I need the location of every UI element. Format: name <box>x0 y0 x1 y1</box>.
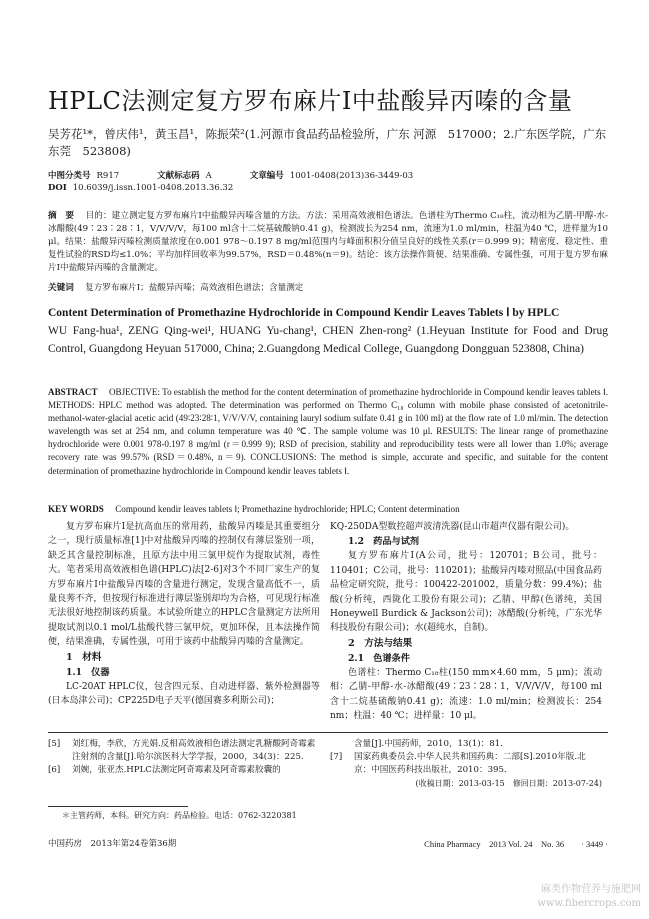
doc-code-label: 文献标志码 <box>157 171 200 181</box>
intro-paragraph: 复方罗布麻片Ⅰ是抗高血压的常用药，盐酸异丙嗪是其重要组分之一，现行质量标准[1]中对盐酸异丙嗪的控制仅有薄层鉴别一项，缺乏其含量控制标准，且原方法中用三氯甲烷作为提取试剂，毒性大。笔者采用高效液相色谱(HPLC)法[2-6]对3个不同厂家生产的复方罗布麻片Ⅰ中盐酸异丙嗪的含量进行测定，发现含量高低不一，质量良莠不齐，但按现行标准进行薄层鉴别却均为合格，可见现行标准无法很好地控制该药质量。本试验所建立的HPLC含量测定方法所用提取试剂以0.1 mol/L盐酸代替三氯甲烷，更加环保，且本法操作简便，结果准确，专属性强，可用于该药中盐酸异丙嗪的含量测定。 <box>48 522 320 648</box>
english-title: Content Determination of Promethazine Hydrochloride in Compound Kendir Leaves Tablets Ⅰ by HPLC <box>48 307 560 319</box>
reference-text: 国家药典委员会.中华人民共和国药典：二部[S].2010年版.北京：中国医药科技出版社，2010：395. <box>354 752 586 775</box>
reference-number: [5] <box>48 739 61 749</box>
reference-number: [7] <box>330 752 343 762</box>
keywords-cn <box>48 282 608 295</box>
body-column-left <box>48 520 320 708</box>
footer-journal-en: China Pharmacy 2013 Vol. 24 No. 36 · 3449 · <box>424 839 608 849</box>
reference-number: [6] <box>48 765 61 775</box>
subsection-heading: 1.1 仪器 <box>66 666 110 678</box>
watermark-line-2: www.fibercrops.com <box>537 898 641 909</box>
body-column-right <box>330 520 602 723</box>
author-footnote: ＊主管药师，本科。研究方向：药品检验。电话：0762-3220381 <box>62 811 297 820</box>
keywords-en <box>48 503 608 516</box>
meta-row-doi <box>48 182 608 194</box>
section-heading: 1 材料 <box>66 651 102 663</box>
reference-text: 含量[J].中国药师，2010，13(1)：81. <box>354 739 503 749</box>
abstract-cn-text: 目的：建立测定复方罗布麻片Ⅰ中盐酸异丙嗪含量的方法。方法：采用高效液相色谱法。色谱柱为Thermo C₁₈柱，流动相为乙腈-甲醇-水-冰醋酸(49∶23∶28∶1，V/V/V/V，每100 ml含十二烷基硫酸钠0.41 g)，检测波长为254 nm，流速为1.0 ml/min，柱温为40 ℃，进样量为10 μl。结果：盐酸异丙嗪检测质量浓度在0.001 978～0.197 8 mg/ml范围内与峰面积积分值呈良好的线性关系(r＝0.999 9)；精密度、稳定性、重复性试验的RSD均≤1.0%；平均加样回收率为99.57%，RSD＝0.48%(n＝9)。结论：该方法操作简便、结果准确、专属性强，可用于复方罗布麻片Ⅰ中盐酸异丙嗪的含量测定。 <box>48 211 608 273</box>
reference-text: 刘婉，张亚杰.HPLC法测定阿奇霉素及阿奇霉素胶囊的 <box>72 765 281 775</box>
reference-item <box>48 764 320 777</box>
reference-number <box>330 738 354 751</box>
clc-label: 中图分类号 <box>48 171 91 181</box>
abstract-en-text: OBJECTIVE: To establish the method for the content determination of promethazine hydrochloride in Compound kendir leaves tablets Ⅰ. METHODS: HPLC method was adopted. The determination was performed on Thermo C₁₈ column with mobile phase consisted of acetonitrile-methanol-water-glacial acetic acid (49∶23∶28∶1, V/V/V/V, containing lauryl sodium sulfate 0.41 g in 100 ml) at the flow rate of 1.0 ml/min. The detection wavelength was set at 254 nm, and column temperature was 40 ℃. The sample volume was 10 μl. RESULTS: The linear range of promethazine hydrochloride were 0.001 978-0.197 8 mg/ml (r＝0.999 9); RSD of precision, stability and reproducibility tests were all lower than 1.0%; average recovery rate was 99.57% (RSD＝0.48%, n＝9). CONCLUSIONS: The method is simple, accurate and specific, and suitable for the content determination of promethazine hydrochloride in Compound kendir leaves tablets Ⅰ. <box>48 387 608 476</box>
doc-code-value: A <box>205 171 212 181</box>
subsection-heading: 1.2 药品与试剂 <box>348 536 420 548</box>
chromatography-paragraph: 色谱柱：Thermo C₁₈柱(150 mm×4.60 mm，5 μm)；流动相：乙腈-甲醇-水-冰醋酸(49∶23∶28∶1，V/V/V/V，每100 ml含十二烷基硫酸钠0.41 g)；流速：1.0 ml/min；检测波长：254 nm；柱温：40 ℃；进样量：10 μl。 <box>330 667 602 722</box>
reference-item <box>48 738 320 764</box>
watermark <box>537 883 641 911</box>
abstract-cn <box>48 210 608 275</box>
keywords-en-text: Compound kendir leaves tablets Ⅰ; Promethazine hydrochloride; HPLC; Content determination <box>115 504 460 514</box>
instruments-continued: KQ-250DA型数控超声波清洗器(昆山市超声仪器有限公司)。 <box>330 522 575 532</box>
keywords-cn-text: 复方罗布麻片Ⅰ；盐酸异丙嗪；高效液相色谱法；含量测定 <box>85 283 304 293</box>
authors-cn: 吴芳花¹*，曾庆伟¹，黄玉昌¹，陈振荣²(1.河源市食品药品检验所，广东 河源 517000；2.广东医学院，广东 东莞 523808) <box>48 127 607 158</box>
references-divider <box>48 732 608 733</box>
abstract-en-label: ABSTRACT <box>48 387 98 397</box>
reference-item <box>330 738 602 751</box>
article-no-value: 1001-0408(2013)36-3449-03 <box>289 171 414 181</box>
article-meta <box>48 170 608 194</box>
doi-value: 10.6039/j.issn.1001-0408.2013.36.32 <box>72 183 234 193</box>
keywords-cn-label: 关键词 <box>48 283 74 293</box>
clc-value: R917 <box>96 171 120 181</box>
references-left <box>48 738 320 777</box>
section-heading: 2 方法与结果 <box>348 637 413 649</box>
subsection-heading: 2.1 色谱条件 <box>348 652 410 664</box>
reference-item <box>330 751 602 777</box>
footnote-divider <box>48 806 188 807</box>
footer-journal-cn: 中国药房 2013年第24卷第36期 <box>48 839 177 849</box>
watermark-line-1: 麻类作物营养与施肥网 <box>541 884 641 895</box>
instruments-paragraph: LC-20AT HPLC仪，包含四元泵、自动进样器、紫外检测器等(日本岛津公司)；CP225D电子天平(德国赛多利斯公司)； <box>48 681 320 707</box>
meta-row-codes <box>48 170 608 182</box>
doi-label: DOI <box>48 183 67 193</box>
received-revised-dates: (收稿日期：2013-03-15 修回日期：2013-07-24) <box>415 779 602 788</box>
article-title: HPLC法测定复方罗布麻片Ⅰ中盐酸异丙嗪的含量 <box>48 87 573 115</box>
keywords-en-label: KEY WORDS <box>48 504 104 514</box>
drugs-paragraph: 复方罗布麻片Ⅰ(A公司，批号：120701；B公司，批号：110401；C公司，批号：110201)；盐酸异丙嗪对照品(中国食品药品检定研究院，批号：100422-201002，质量分数：99.4%)；盐酸(分析纯，西陇化工股份有限公司)；乙腈、甲醇(色谱纯，美国Honeywell Burdick & Jackson公司)；冰醋酸(分析纯，广东光华科技股份有限公司)；水(超纯水，自制)。 <box>330 551 602 634</box>
reference-text: 刘红梅，李欣，方光娟.反相高效液相色谱法测定乳糖酸阿奇霉素注射剂的含量[J].哈尔滨医科大学学报，2000，34(3)：225. <box>72 739 316 762</box>
english-authors: WU Fang-hua¹, ZENG Qing-wei¹, HUANG Yu-chang¹, CHEN Zhen-rong² (1.Heyuan Institute for Food and Drug Control, Guangdong Heyuan 517000, China; 2.Guangdong Medical College, Guangdong Dongguan 523808, China) <box>48 325 608 355</box>
article-no-label: 文章编号 <box>249 171 284 181</box>
abstract-cn-label: 摘 要 <box>48 211 75 221</box>
references-right <box>330 738 602 790</box>
abstract-en <box>48 386 608 478</box>
